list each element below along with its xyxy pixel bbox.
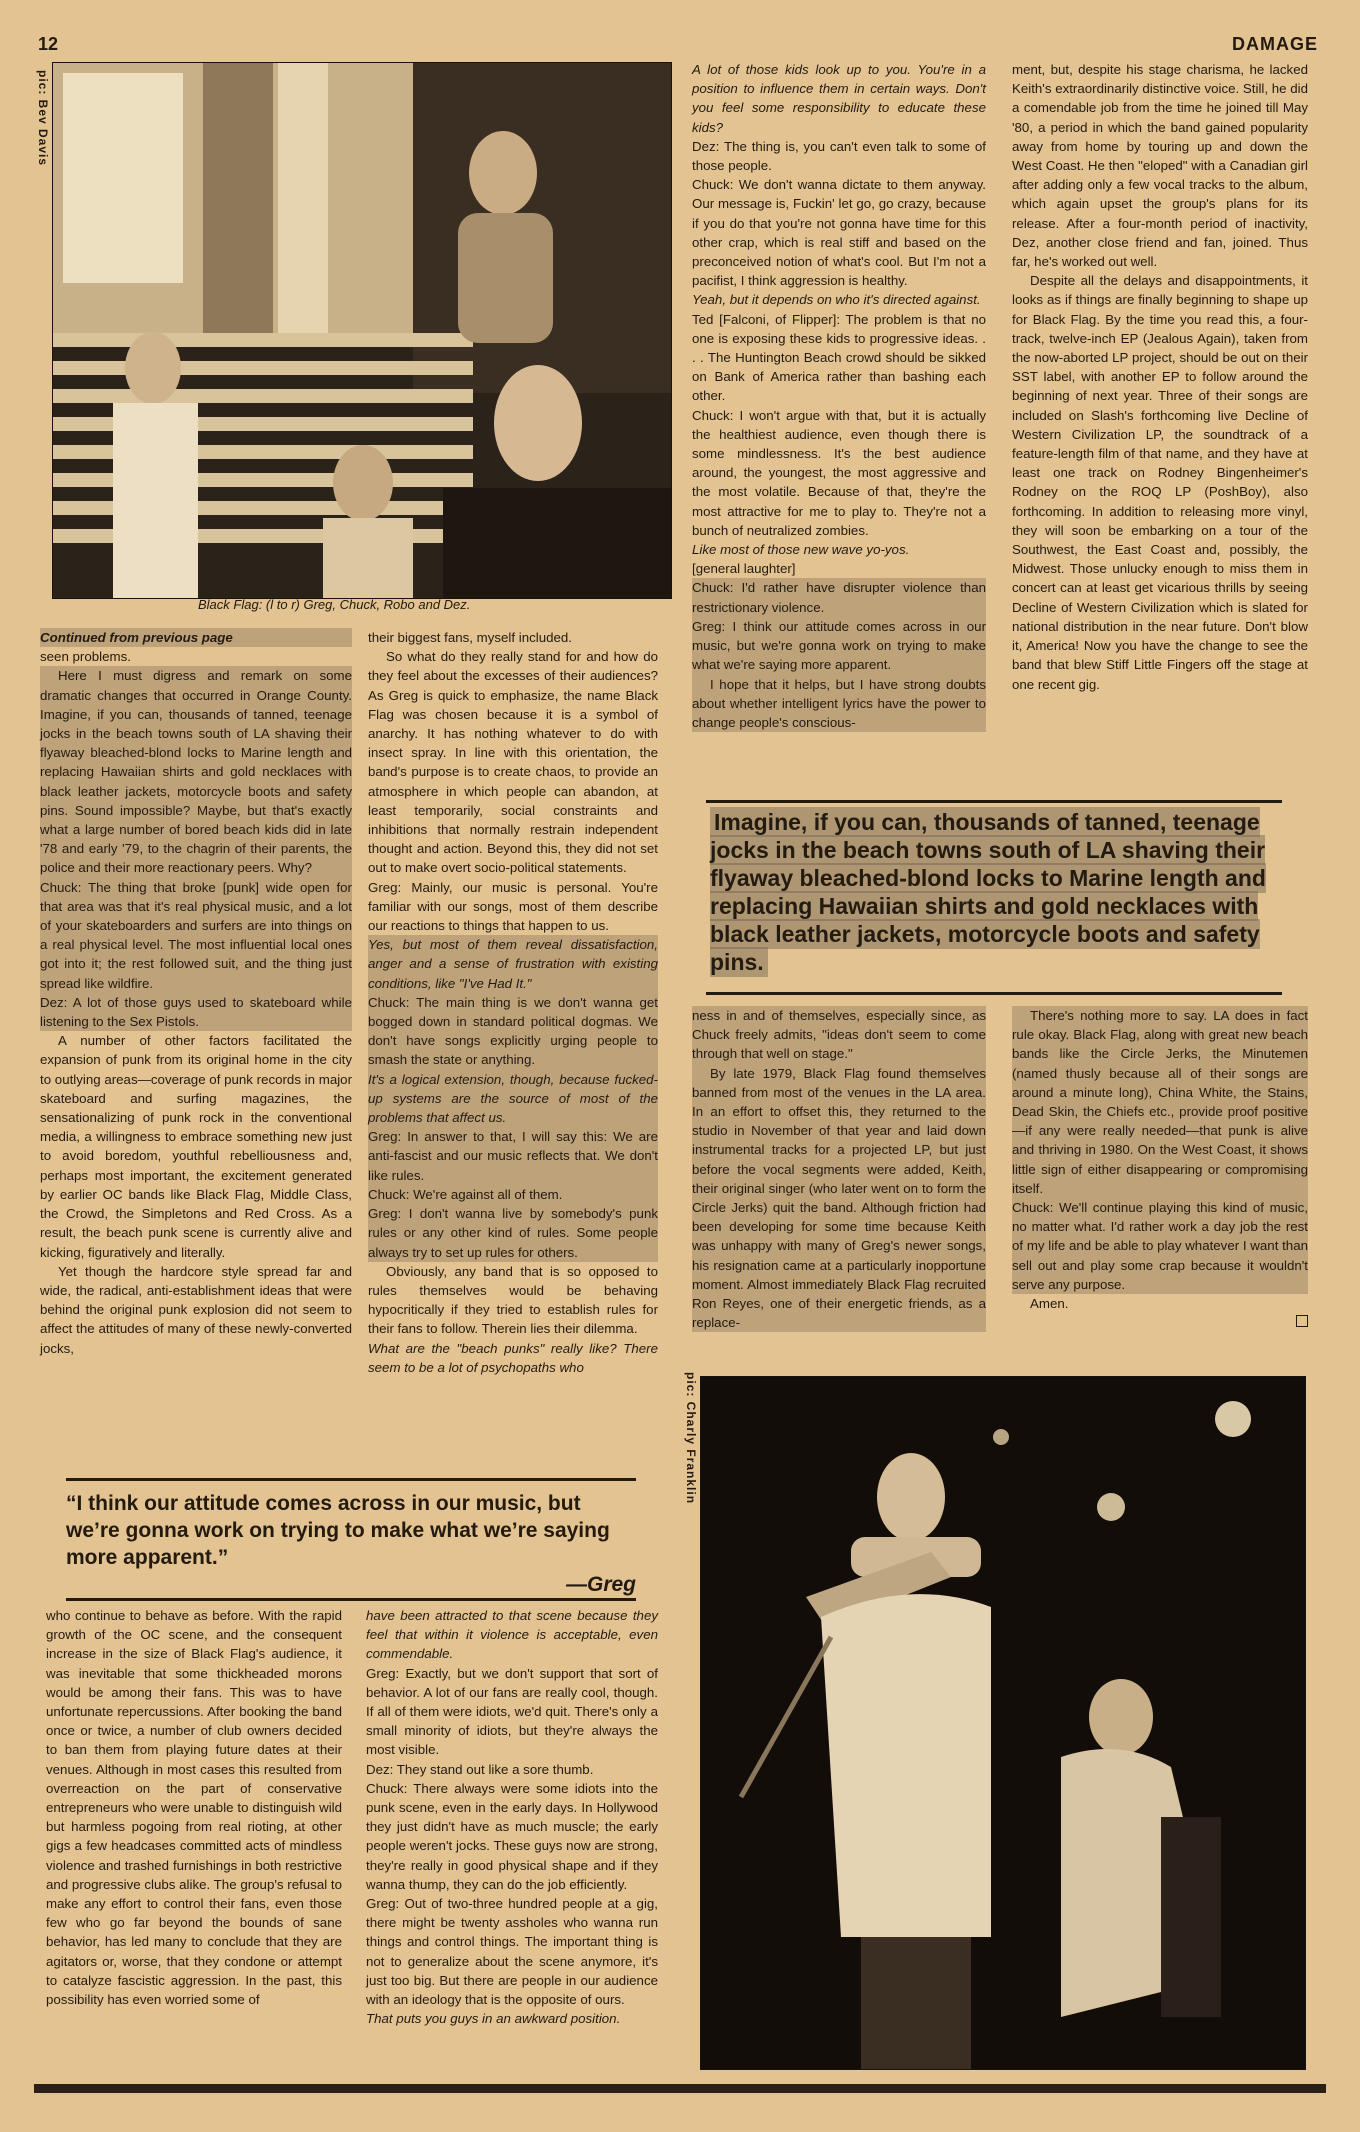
question: have been attracted to that scene because they feel that within it violence is acceptable, even commendable. — [366, 1608, 658, 1662]
pull-quote-rule — [706, 992, 1282, 995]
paragraph: There's nothing more to say. LA does in fact rule okay. Black Flag, along with great new beach bands like the Circle Jerks, the Minutemen (named thusly because all of their songs are around a minute long), China White, the Stains, Dead Skin, the Chiefs etc., provide proof positive—if any were really needed—that punk is alive and thriving in 1980. On the West Coast, it shows little sign of either disappearing or compromising itself. — [1012, 1006, 1308, 1198]
pull-quote-text: Imagine, if you can, thousands of tanned, teenage jocks in the beach towns south of LA shaving their flyaway bleached-blond locks to Marine length and replacing Hawaiian shirts and gold necklaces with black leather jackets, motorcycle boots and safety pins. — [710, 809, 1266, 975]
question: Like most of those new wave yo-yos. — [692, 542, 910, 558]
paragraph: By late 1979, Black Flag found themselves banned from most of the venues in the LA area. In an effort to offset this, they returned to the studio in November of that year and laid down instrumental tracks for a projected LP, but just before the vocal segments were added, Keith, their original singer (who later went on to form the Circle Jerks) quit the band. Although friction had been developing for some time because Keith was unhappy with many of Greg's newer songs, his resignation came at a particularly inopportune moment. Almost immediately Black Flag recruited Ron Reyes, one of their energetic friends, as a replace- — [692, 1064, 986, 1333]
continued-note: Continued from previous page — [40, 628, 352, 647]
paragraph: Chuck: We're against all of them. — [368, 1185, 658, 1204]
paragraph: Yet though the hardcore style spread far and wide, the radical, anti-establishment ideas that were behind the original punk explosion did not seem to affect the attitudes of many of these newly-converted jocks, — [40, 1263, 352, 1356]
paragraph: A number of other factors facilitated the expansion of punk from its original home in the city to outlying areas—coverage of punk records in major skateboard and surfing magazines, the sensationalizing of punk rock in the conventional media, a willingness to embrace something new just to avoid boredom, youthful rebelliousness and, perhaps most important, the excitement generated by earlier OC bands like Black Flag, Middle Class, the Crowd, the Simpletons and Red Cross. As a result, the beach punk scene is currently alive and kicking, figuratively and literally. — [40, 1033, 352, 1260]
question: A lot of those kids look up to you. You're in a position to influence them in certain ways. Don't you feel some responsibility to educate these kids? — [692, 62, 986, 135]
paragraph: Dez: A lot of those guys used to skateboard while listening to the Sex Pistols. — [40, 993, 352, 1031]
paragraph: who continue to behave as before. With the rapid growth of the OC scene, and the consequent increase in the size of Black Flag's audience, it was inevitable that some thickheaded morons would be among their fans. This was to have unfortunate repercussions. After booking the band once or twice, a number of club owners decided to ban them from playing future dates at their venues. Although in most cases this resulted from overreaction on the part of conservative entrepreneurs who were unable to distinguish wild but harmless pogoing from real rioting, at other gigs a few headcases committed acts of mindless violence and trashed furnishings in both restrictive and progressive clubs alike. The group's refusal to make any effort to control their fans, even those few who go far beyond the bounds of sane behavior, has led many to conclude that they are agitators or, worse, that they condone or attempt to catalyze fascistic aggression. In the past, this possibility has even worried some of — [46, 1608, 342, 2008]
article-column-1 — [40, 628, 352, 1358]
question: Yes, but most of them reveal dissatisfaction, anger and a sense of frustration with existing conditions, like "I've Had It." — [368, 935, 658, 993]
article-column-4-continued — [1012, 1006, 1308, 1332]
paragraph: Dez: They stand out like a sore thumb. — [366, 1761, 594, 1777]
article-column-3 — [692, 60, 986, 732]
paragraph: Greg: I think our attitude comes across in our music, but we're gonna work on trying to make what we're saying more apparent. — [692, 617, 986, 675]
band-photo — [52, 62, 672, 599]
page-number: 12 — [38, 34, 59, 54]
paragraph: Chuck: I'd rather have disrupter violence than restrictionary violence. — [692, 578, 986, 616]
pull-quote-rule — [66, 1478, 636, 1481]
question: It's a logical extension, though, because fucked-up systems are the source of most of the problems that affect us. — [368, 1070, 658, 1128]
photo-caption: Black Flag: (l to r) Greg, Chuck, Robo and Dez. — [198, 597, 471, 612]
paragraph: Ted [Falconi, of Flipper]: The problem is that no one is exposing these kids to progressive ideas. . . . The Huntington Beach crowd should be sikked on Bank of America rather than bashing each other. — [692, 311, 986, 404]
paragraph: ment, but, despite his stage charisma, he lacked Keith's extraordinarily distinctive voice. Still, he did a comendable job from the time he joined till May '80, a period in which the band gained popularity away from home by touring up and down the West Coast. He then "eloped" with a Canadian girl after adding only a few vocal tracks to the album, which again upset the group's plans for its release. After a four-month period of inactivity, Dez, another close friend and fan, joined. Thus far, he's worked out well. — [1012, 62, 1308, 270]
paragraph: So what do they really stand for and how do they feel about the excesses of their audiences? As Greg is quick to emphasize, the name Black Flag was chosen because it is a symbol of anarchy. It has nothing whatever to do with insect spray. In line with this orientation, the band's purpose is to create chaos, to provide an atmosphere in which people can abandon, at least temporarily, social constraints and inhibitions that normally restrain independent thought and action. Beyond this, they did not set out to make overt socio-political statements. — [368, 649, 658, 876]
band-photo-image — [53, 63, 671, 598]
paragraph: Dez: The thing is, you can't even talk to some of those people. — [692, 138, 986, 174]
paragraph: seen problems. — [40, 649, 131, 665]
paragraph: I hope that it helps, but I have strong doubts about whether intelligent lyrics have the power to change people's conscious- — [692, 675, 986, 733]
pull-quote — [710, 808, 1280, 976]
paragraph: ness in and of themselves, especially since, as Chuck freely admits, "ideas don't seem to come through that well on stage." — [692, 1006, 986, 1064]
paragraph: Chuck: The thing that broke [punk] wide open for that area was that it's real physical music, and a lot of your skateboarders and surfers are into things on a real physical level. The most influential local ones got into it; the rest followed suit, and the thing just spread like wildfire. — [40, 878, 352, 993]
pull-quote-rule — [66, 1598, 636, 1601]
paragraph: Greg: Mainly, our music is personal. You're familiar with our songs, most of them describe our reactions to things that happen to us. — [368, 879, 658, 934]
paragraph: Chuck: I won't argue with that, but it is actually the healthiest audience, even though there is some mindlessness. It's the best audience around, the youngest, the most aggressive and the most volatile. Because of that, they're the most attractive for me to play to. They're not a bunch of neutralized zombies. — [692, 407, 986, 538]
pull-quote-attribution: —Greg — [565, 1573, 636, 1596]
paragraph: [general laughter] — [692, 561, 796, 577]
paragraph: Here I must digress and remark on some dramatic changes that occurred in Orange County. Imagine, if you can, thousands of tanned, teenage jocks in the beach towns south of LA shaving their flyaway bleached-blond locks to Marine length and replacing Hawaiian shirts and gold necklaces with black leather jackets, motorcycle boots and safety pins. Sound impossible? Maybe, but that's exactly what a large number of bored beach kids did in late '78 and early '79, to the chagrin of their parents, the police and their more reactionary peers. Why? — [40, 666, 352, 877]
paragraph: Obviously, any band that is so opposed to rules themselves would be behaving hypocritically if they tried to establish rules for their fans to follow. Therein lies their dilemma. — [368, 1263, 658, 1337]
masthead: DAMAGE — [1232, 34, 1318, 54]
page-bottom-rule — [34, 2084, 1326, 2093]
pull-quote-rule — [706, 800, 1282, 803]
photo-credit-top: pic: Bev Davis — [36, 70, 50, 167]
end-of-article-mark — [1296, 1315, 1308, 1327]
question: Yeah, but it depends on who it's directed against. — [692, 292, 981, 308]
paragraph: Chuck: We'll continue playing this kind of music, no matter what. I'd rather work a day job the rest of my life and be able to play whatever I want than sell out and play some crap because it wouldn't serve any purpose. — [1012, 1198, 1308, 1294]
article-column-2-bottom — [366, 1606, 658, 2028]
article-column-3-continued — [692, 1006, 986, 1332]
paragraph: their biggest fans, myself included. — [368, 630, 572, 645]
paragraph: Chuck: There always were some idiots into the punk scene, even in the early days. In Hollywood they just didn't have as much muscle; the early people weren't jocks. These guys now are strong, they're really in good physical shape and if they wanna thump, they can do the job efficiently. — [366, 1780, 658, 1892]
concert-photo-image — [701, 1377, 1305, 2069]
paragraph: Amen. — [1030, 1296, 1069, 1312]
pull-quote-greg — [66, 1490, 636, 1598]
question: That puts you guys in an awkward position. — [366, 2011, 621, 2027]
paragraph: Greg: Out of two-three hundred people at a gig, there might be twenty assholes who wanna run things and control things. The important thing is not to generalize about the scene anymore, it's just too big. But there are people in our audience with an ideology that is the opposite of ours. — [366, 1896, 658, 2008]
photo-credit-bottom: pic: Charly Franklin — [684, 1372, 698, 1505]
paragraph: Chuck: We don't wanna dictate to them anyway. Our message is, Fuckin' let go, go crazy, because if you do that you're not gonna have time for this other crap, which is real stiff and based on the preconceived notion of what's cool. But I'm not a pacifist, I think aggression is healthy. — [692, 177, 986, 289]
paragraph: Greg: Exactly, but we don't support that sort of behavior. A lot of our fans are really cool, though. If all of them were idiots, we'd quit. There's only a small minority of idiots, but they're always the most visible. — [366, 1665, 658, 1758]
paragraph: Greg: In answer to that, I will say this: We are anti-fascist and our music reflects that. We don't like rules. — [368, 1127, 658, 1185]
article-column-2 — [368, 628, 658, 1377]
paragraph: Chuck: The main thing is we don't wanna get bogged down in standard political dogmas. We don't have songs explicitly urging people to smash the state or anything. — [368, 993, 658, 1070]
question: What are the "beach punks" really like? There seem to be a lot of psychopaths who — [368, 1340, 658, 1375]
pull-quote-text: “I think our attitude comes across in our music, but we’re gonna work on trying to make what we’re saying more apparent.” — [66, 1492, 610, 1569]
paragraph: Despite all the delays and disappointments, it looks as if things are finally beginning to shape up for Black Flag. By the time you read this, a four-track, twelve-inch EP (Jealous Again), taken from the now-aborted LP project, should be out on their SST label, with another EP to follow around the beginning of next year. Three of their songs are included on Slash's forthcoming live Decline of Western Civilization LP, the soundtrack of a feature-length film of that name, and they have at least one track on Rodney Bingenheimer's Rodney on the ROQ LP (PoshBoy), also forthcoming. In addition to releasing more vinyl, they will soon be embarking on a tour of the Southwest, the East Coast and, possibly, the Midwest. Those unlucky enough to miss them in concert can at least get vicarious thrills by seeing Decline of Western Civilization which is slated for national distribution in the near future. Don't blow it, America! Now you have the change to see the band that blew Stiff Little Fingers off the stage at one recent gig. — [1012, 273, 1308, 692]
paragraph: Greg: I don't wanna live by somebody's punk rules or any other kind of rules. Some people always try to set up rules for others. — [368, 1204, 658, 1262]
article-column-1-bottom — [46, 1606, 342, 2009]
article-column-4 — [1012, 60, 1308, 694]
concert-photo — [700, 1376, 1306, 2070]
